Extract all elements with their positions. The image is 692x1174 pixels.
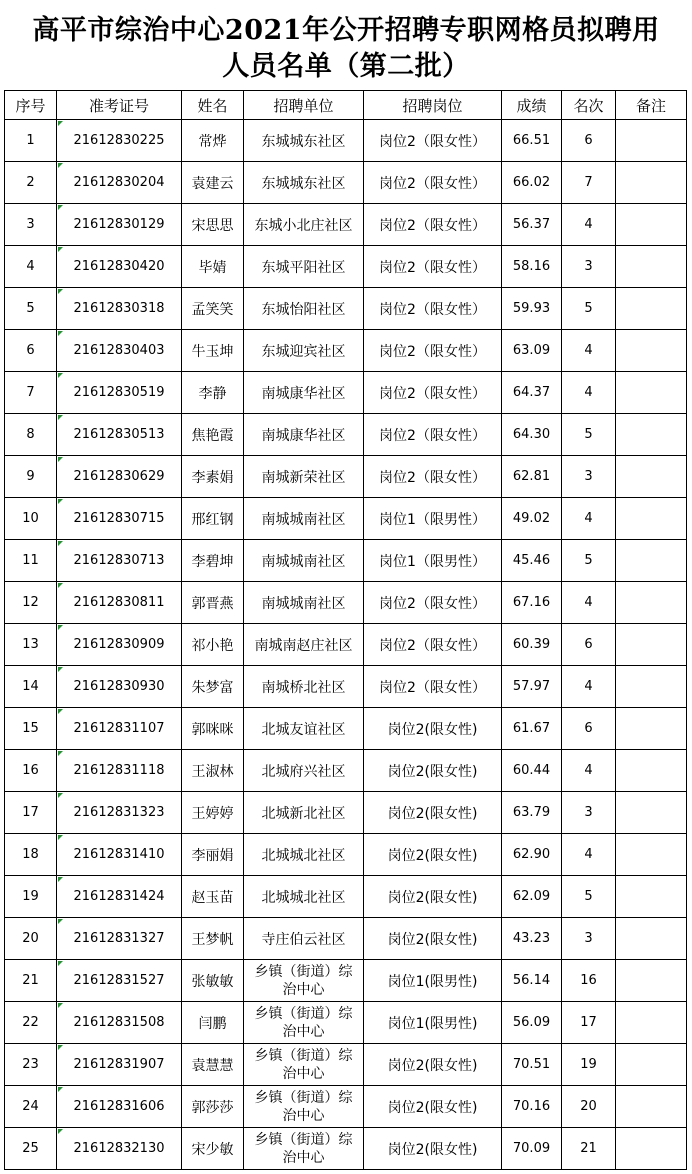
row-note (616, 1128, 687, 1170)
row-post: 岗位2（限女性） (364, 330, 502, 372)
table-row (5, 1086, 687, 1128)
row-unit-line-1: 乡镇（街道）综 (254, 1089, 353, 1106)
row-name: 袁慧慧 (182, 1044, 244, 1086)
row-rank: 5 (562, 414, 616, 456)
row-no: 17 (5, 792, 57, 834)
header-post: 招聘岗位 (364, 91, 502, 120)
row-note (616, 876, 687, 918)
row-rank: 3 (562, 792, 616, 834)
row-note (616, 582, 687, 624)
row-exam-id: 21612830225 (57, 120, 182, 162)
row-unit-line-2: 治中心 (282, 1023, 325, 1040)
row-no: 10 (5, 498, 57, 540)
table-row (5, 666, 687, 708)
row-rank: 16 (562, 960, 616, 1002)
row-no: 13 (5, 624, 57, 666)
row-name: 李素娟 (182, 456, 244, 498)
row-unit: 东城小北庄社区 (244, 204, 364, 246)
row-unit (244, 1044, 364, 1086)
row-rank: 6 (562, 708, 616, 750)
row-unit: 北城友谊社区 (244, 708, 364, 750)
row-name: 毕婧 (182, 246, 244, 288)
row-rank: 4 (562, 498, 616, 540)
row-name: 孟笑笑 (182, 288, 244, 330)
row-name: 朱梦富 (182, 666, 244, 708)
row-no: 14 (5, 666, 57, 708)
row-name: 郭晋燕 (182, 582, 244, 624)
row-unit-line-1: 乡镇（街道）综 (254, 1131, 353, 1148)
row-note (616, 834, 687, 876)
table-row (5, 456, 687, 498)
row-unit: 南城南赵庄社区 (244, 624, 364, 666)
row-rank: 5 (562, 288, 616, 330)
table-row (5, 1128, 687, 1170)
row-post: 岗位1（限男性） (364, 540, 502, 582)
row-unit-line-2: 治中心 (282, 1107, 325, 1124)
row-post: 岗位2（限女性） (364, 204, 502, 246)
row-score: 43.23 (502, 918, 562, 960)
table-body (5, 120, 687, 1170)
row-exam-id: 21612831606 (57, 1086, 182, 1128)
row-rank: 20 (562, 1086, 616, 1128)
row-post: 岗位2(限女性) (364, 918, 502, 960)
header-note: 备注 (616, 91, 687, 120)
row-score: 59.93 (502, 288, 562, 330)
row-rank: 4 (562, 750, 616, 792)
row-name: 王梦帆 (182, 918, 244, 960)
header-unit: 招聘单位 (244, 91, 364, 120)
row-name: 牛玉坤 (182, 330, 244, 372)
row-exam-id: 21612830811 (57, 582, 182, 624)
row-no: 11 (5, 540, 57, 582)
row-unit-line-2: 治中心 (282, 1149, 325, 1166)
row-no: 24 (5, 1086, 57, 1128)
row-unit (244, 1128, 364, 1170)
row-unit: 北城城北社区 (244, 834, 364, 876)
row-exam-id: 21612830713 (57, 540, 182, 582)
table-row (5, 162, 687, 204)
row-no: 21 (5, 960, 57, 1002)
row-exam-id: 21612830909 (57, 624, 182, 666)
row-post: 岗位2(限女性) (364, 1044, 502, 1086)
row-name: 祁小艳 (182, 624, 244, 666)
table-row (5, 414, 687, 456)
row-note (616, 204, 687, 246)
row-score: 58.16 (502, 246, 562, 288)
row-unit: 寺庄伯云社区 (244, 918, 364, 960)
row-score: 62.81 (502, 456, 562, 498)
table-row (5, 834, 687, 876)
row-no: 23 (5, 1044, 57, 1086)
row-unit-line-2: 治中心 (282, 1065, 325, 1082)
row-no: 7 (5, 372, 57, 414)
table-row (5, 372, 687, 414)
table-row (5, 918, 687, 960)
row-post: 岗位2(限女性) (364, 708, 502, 750)
row-score: 66.02 (502, 162, 562, 204)
row-exam-id: 21612831508 (57, 1002, 182, 1044)
row-unit-line-1: 乡镇（街道）综 (254, 963, 353, 980)
row-no: 6 (5, 330, 57, 372)
row-unit (244, 960, 364, 1002)
row-score: 45.46 (502, 540, 562, 582)
row-unit-line-1: 乡镇（街道）综 (254, 1005, 353, 1022)
row-name: 闫鹏 (182, 1002, 244, 1044)
row-unit: 东城平阳社区 (244, 246, 364, 288)
row-name: 邢红钢 (182, 498, 244, 540)
table-row (5, 498, 687, 540)
table-row (5, 792, 687, 834)
row-unit: 南城城南社区 (244, 582, 364, 624)
row-score: 56.09 (502, 1002, 562, 1044)
row-score: 64.37 (502, 372, 562, 414)
row-post: 岗位2(限女性) (364, 834, 502, 876)
row-note (616, 330, 687, 372)
row-note (616, 162, 687, 204)
row-note (616, 246, 687, 288)
row-exam-id: 21612831410 (57, 834, 182, 876)
row-note (616, 498, 687, 540)
row-name: 赵玉苗 (182, 876, 244, 918)
row-rank: 5 (562, 540, 616, 582)
row-unit: 北城府兴社区 (244, 750, 364, 792)
row-exam-id: 21612830629 (57, 456, 182, 498)
row-no: 15 (5, 708, 57, 750)
row-no: 4 (5, 246, 57, 288)
row-score: 62.90 (502, 834, 562, 876)
row-note (616, 1086, 687, 1128)
row-name: 宋思思 (182, 204, 244, 246)
table-row (5, 330, 687, 372)
row-rank: 21 (562, 1128, 616, 1170)
row-score: 57.97 (502, 666, 562, 708)
row-post: 岗位1（限男性） (364, 498, 502, 540)
row-note (616, 120, 687, 162)
row-exam-id: 21612830715 (57, 498, 182, 540)
row-exam-id: 21612831907 (57, 1044, 182, 1086)
row-exam-id: 21612830403 (57, 330, 182, 372)
row-score: 60.44 (502, 750, 562, 792)
table-row (5, 120, 687, 162)
row-note (616, 372, 687, 414)
row-name: 袁建云 (182, 162, 244, 204)
row-name: 常烨 (182, 120, 244, 162)
row-rank: 7 (562, 162, 616, 204)
row-unit: 南城城南社区 (244, 540, 364, 582)
row-score: 63.09 (502, 330, 562, 372)
row-exam-id: 21612831118 (57, 750, 182, 792)
row-post: 岗位1(限男性) (364, 1002, 502, 1044)
row-post: 岗位2（限女性） (364, 246, 502, 288)
row-name: 王婷婷 (182, 792, 244, 834)
header-rank: 名次 (562, 91, 616, 120)
row-note (616, 750, 687, 792)
row-no: 9 (5, 456, 57, 498)
row-rank: 6 (562, 120, 616, 162)
row-no: 5 (5, 288, 57, 330)
row-exam-id: 21612831424 (57, 876, 182, 918)
row-unit: 东城城东社区 (244, 120, 364, 162)
row-exam-id: 21612830204 (57, 162, 182, 204)
row-exam-id: 21612831327 (57, 918, 182, 960)
row-no: 16 (5, 750, 57, 792)
row-post: 岗位2(限女性) (364, 876, 502, 918)
row-post: 岗位2(限女性) (364, 792, 502, 834)
row-unit: 南城康华社区 (244, 372, 364, 414)
table-row (5, 288, 687, 330)
row-no: 8 (5, 414, 57, 456)
row-no: 18 (5, 834, 57, 876)
row-score: 70.16 (502, 1086, 562, 1128)
row-exam-id: 21612830420 (57, 246, 182, 288)
row-post: 岗位2（限女性） (364, 288, 502, 330)
row-exam-id: 21612831107 (57, 708, 182, 750)
row-score: 62.09 (502, 876, 562, 918)
row-no: 12 (5, 582, 57, 624)
row-unit: 东城城东社区 (244, 162, 364, 204)
row-exam-id: 21612832130 (57, 1128, 182, 1170)
row-note (616, 414, 687, 456)
row-unit-line-1: 乡镇（街道）综 (254, 1047, 353, 1064)
table-header-row (5, 91, 687, 120)
row-name: 焦艳霞 (182, 414, 244, 456)
table-row (5, 246, 687, 288)
document-title-line-2: 人员名单（第二批） (222, 51, 470, 82)
row-rank: 4 (562, 834, 616, 876)
row-score: 70.09 (502, 1128, 562, 1170)
row-unit-line-2: 治中心 (282, 981, 325, 998)
row-name: 宋少敏 (182, 1128, 244, 1170)
row-post: 岗位2（限女性） (364, 666, 502, 708)
row-post: 岗位2(限女性) (364, 1128, 502, 1170)
table-row (5, 540, 687, 582)
row-rank: 3 (562, 918, 616, 960)
row-post: 岗位2（限女性） (364, 414, 502, 456)
row-no: 25 (5, 1128, 57, 1170)
row-score: 66.51 (502, 120, 562, 162)
row-exam-id: 21612830519 (57, 372, 182, 414)
row-post: 岗位2(限女性) (364, 1086, 502, 1128)
row-rank: 17 (562, 1002, 616, 1044)
row-note (616, 1044, 687, 1086)
row-post: 岗位2（限女性） (364, 120, 502, 162)
row-unit: 南城城南社区 (244, 498, 364, 540)
row-unit: 南城桥北社区 (244, 666, 364, 708)
row-score: 64.30 (502, 414, 562, 456)
row-no: 2 (5, 162, 57, 204)
row-note (616, 1002, 687, 1044)
row-unit: 北城城北社区 (244, 876, 364, 918)
row-post: 岗位2（限女性） (364, 372, 502, 414)
row-no: 22 (5, 1002, 57, 1044)
row-score: 67.16 (502, 582, 562, 624)
row-note (616, 918, 687, 960)
candidate-table (4, 90, 687, 1170)
row-note (616, 708, 687, 750)
row-note (616, 624, 687, 666)
row-post: 岗位2（限女性） (364, 582, 502, 624)
row-name: 郭咪咪 (182, 708, 244, 750)
row-rank: 3 (562, 456, 616, 498)
header-score: 成绩 (502, 91, 562, 120)
table-row (5, 624, 687, 666)
row-note (616, 288, 687, 330)
row-score: 61.67 (502, 708, 562, 750)
table-row (5, 1044, 687, 1086)
row-rank: 19 (562, 1044, 616, 1086)
row-unit: 南城康华社区 (244, 414, 364, 456)
table-row (5, 1002, 687, 1044)
row-exam-id: 21612831323 (57, 792, 182, 834)
row-exam-id: 21612830513 (57, 414, 182, 456)
row-name: 李丽娟 (182, 834, 244, 876)
row-score: 60.39 (502, 624, 562, 666)
row-unit: 东城迎宾社区 (244, 330, 364, 372)
row-exam-id: 21612830930 (57, 666, 182, 708)
row-unit: 南城新荣社区 (244, 456, 364, 498)
row-exam-id: 21612830318 (57, 288, 182, 330)
row-note (616, 456, 687, 498)
table-row (5, 960, 687, 1002)
row-score: 56.14 (502, 960, 562, 1002)
row-name: 李碧坤 (182, 540, 244, 582)
row-post: 岗位1(限男性) (364, 960, 502, 1002)
table-row (5, 708, 687, 750)
row-note (616, 540, 687, 582)
row-exam-id: 21612831527 (57, 960, 182, 1002)
row-no: 19 (5, 876, 57, 918)
row-name: 李静 (182, 372, 244, 414)
row-name: 郭莎莎 (182, 1086, 244, 1128)
row-unit (244, 1002, 364, 1044)
table-row (5, 582, 687, 624)
row-rank: 4 (562, 666, 616, 708)
row-name: 张敏敏 (182, 960, 244, 1002)
row-rank: 6 (562, 624, 616, 666)
row-no: 1 (5, 120, 57, 162)
row-exam-id: 21612830129 (57, 204, 182, 246)
row-no: 3 (5, 204, 57, 246)
table-row (5, 876, 687, 918)
row-score: 70.51 (502, 1044, 562, 1086)
row-rank: 4 (562, 582, 616, 624)
header-name: 姓名 (182, 91, 244, 120)
row-unit: 北城新北社区 (244, 792, 364, 834)
row-post: 岗位2(限女性) (364, 750, 502, 792)
row-post: 岗位2（限女性） (364, 456, 502, 498)
row-post: 岗位2（限女性） (364, 162, 502, 204)
row-rank: 4 (562, 204, 616, 246)
row-unit: 东城怡阳社区 (244, 288, 364, 330)
row-score: 49.02 (502, 498, 562, 540)
row-no: 20 (5, 918, 57, 960)
row-score: 63.79 (502, 792, 562, 834)
row-note (616, 792, 687, 834)
row-note (616, 666, 687, 708)
row-rank: 4 (562, 330, 616, 372)
row-score: 56.37 (502, 204, 562, 246)
row-rank: 5 (562, 876, 616, 918)
row-post: 岗位2（限女性） (364, 624, 502, 666)
document-title-line-1: 高平市综治中心2021年公开招聘专职网格员拟聘用 (32, 15, 660, 46)
row-note (616, 960, 687, 1002)
header-no: 序号 (5, 91, 57, 120)
row-unit (244, 1086, 364, 1128)
row-rank: 3 (562, 246, 616, 288)
table-row (5, 750, 687, 792)
table-row (5, 204, 687, 246)
header-exam-id: 准考证号 (57, 91, 182, 120)
row-rank: 4 (562, 372, 616, 414)
row-name: 王淑林 (182, 750, 244, 792)
